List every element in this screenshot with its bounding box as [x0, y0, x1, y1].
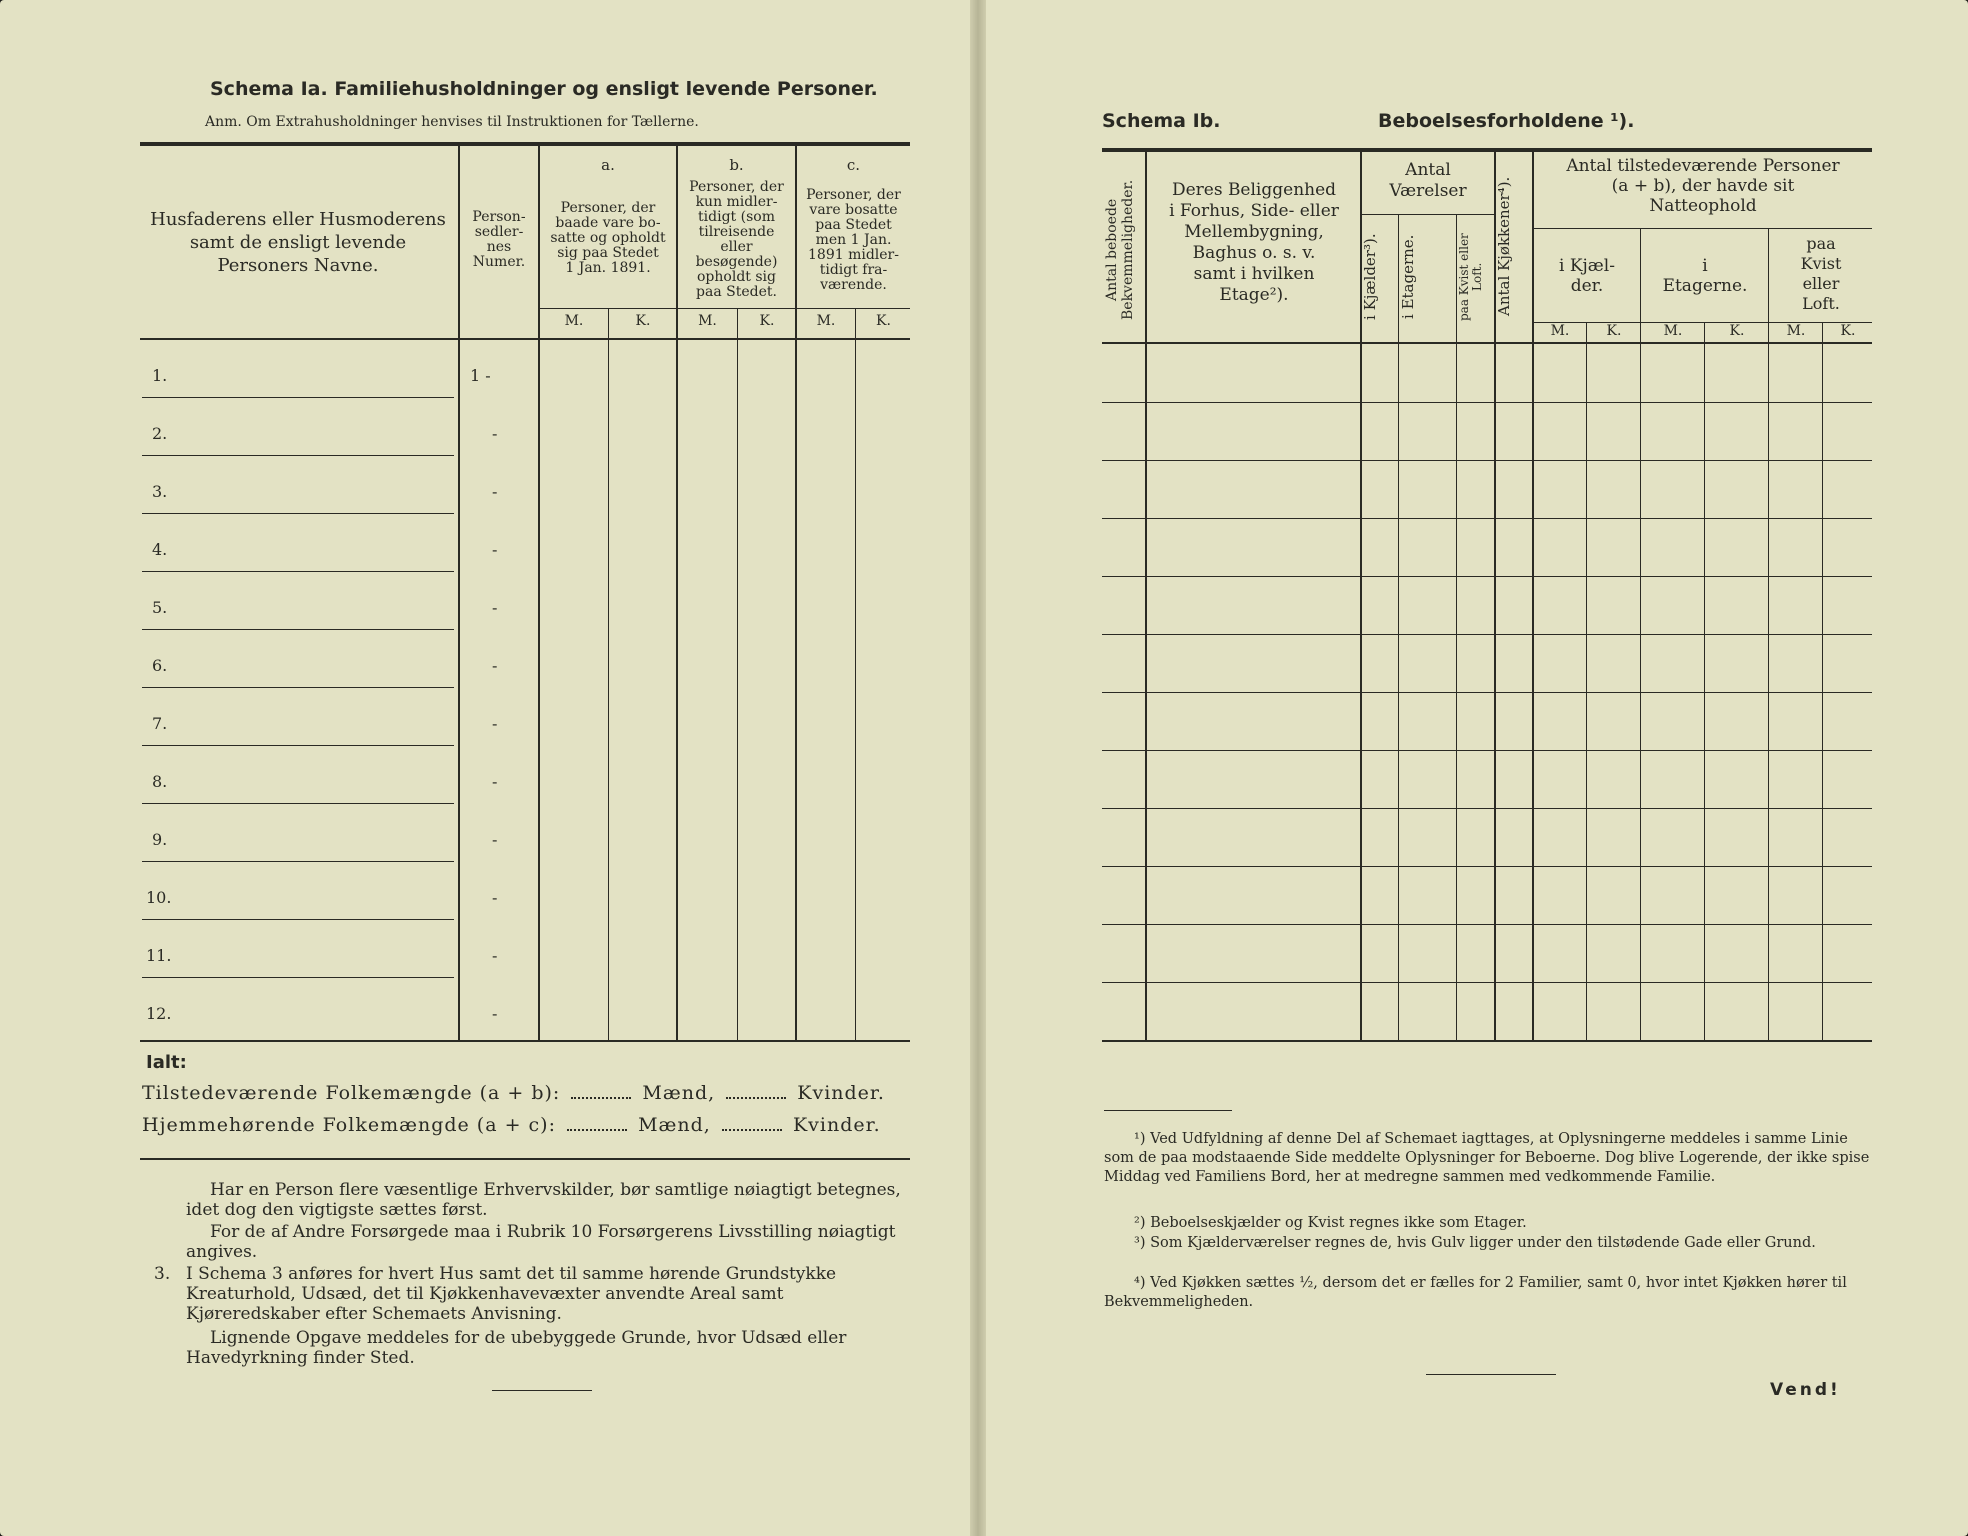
p-kvist-m: M. [1786, 323, 1806, 339]
table-row [1102, 576, 1872, 577]
row-number: 3. [152, 482, 168, 501]
end-rule-right [1426, 1374, 1556, 1375]
row-number: 9. [152, 830, 168, 849]
row-number: 10. [146, 888, 172, 907]
footnote-2: ²) Beboelseskjælder og Kvist regnes ikke som Etager. [1134, 1215, 1527, 1231]
row-number: 1. [152, 366, 168, 385]
table-bottom-rule [140, 1040, 910, 1042]
tilst-kvinder-field[interactable] [726, 1097, 786, 1099]
row-number: 7. [152, 714, 168, 733]
row-mark: - [492, 772, 498, 791]
table-row [1102, 460, 1872, 461]
col-c-letter: c. [846, 156, 861, 174]
col-header-a: Personer, der baade vare bo- satte og opholdt sig paa Stedet 1 Jan. 1891. [550, 200, 666, 276]
row-mark: - [492, 656, 498, 675]
col-b-letter: b. [729, 156, 744, 174]
schema-1a-title: Schema Ia. Familiehusholdninger og ensligt levende Personer. [210, 78, 878, 100]
row-mark: - [492, 888, 498, 907]
row-mark: - [492, 598, 498, 617]
table-row [1102, 924, 1872, 925]
col-header-paa-kvist: paa Kvist eller Loft. [1457, 233, 1484, 321]
row-mark: - [492, 714, 498, 733]
table-row [140, 804, 910, 862]
tilst-maend: Mænd, [642, 1082, 716, 1104]
row-number: 5. [152, 598, 168, 617]
p-kvist-k: K. [1840, 323, 1856, 339]
footnote-1: ¹) Ved Udfyldning af denne Del af Schemaet iagttages, at Oplysningerne meddeles i samme Linie som de paa modstaaende Side meddelte Oplysninger for Beboerne. Dog blive Logerende, der ikke spise Middag ved Familiens Bord, her at medregne sammen med vedkommende Familie. [1104, 1131, 1870, 1185]
table-row [140, 688, 910, 746]
col-b-k: K. [759, 313, 775, 329]
row-mark: - [492, 540, 498, 559]
col-c-k: K. [876, 313, 891, 329]
schema-1a-note: Anm. Om Extrahusholdninger henvises til Instruktionen for Tællerne. [205, 114, 699, 130]
table-row [1102, 750, 1872, 751]
schema-1b-rows [1102, 344, 1872, 1040]
instruction-3-number: 3. [154, 1264, 171, 1284]
book-gutter [970, 0, 986, 1536]
col-c-m: M. [816, 313, 836, 329]
table-row [140, 862, 910, 920]
row-number: 11. [146, 946, 172, 965]
p-kjaelder-m: M. [1550, 323, 1570, 339]
hjem-label: Hjemmehørende Folkemængde (a + c): [142, 1114, 556, 1136]
tilst-kvinder: Kvinder. [797, 1082, 885, 1104]
col-header-b: Personer, der kun midler- tidigt (som tilreisende eller besøgende) opholdt sig paa Stedet. [689, 179, 784, 300]
row-mark: - [492, 1004, 498, 1023]
table-1b-bottom-rule [1102, 1040, 1872, 1042]
tilstedevaerende-row [142, 1082, 912, 1110]
table-row [140, 920, 910, 978]
table-row [140, 456, 910, 514]
hjemmehorende-row [142, 1114, 912, 1142]
table-row [1102, 866, 1872, 867]
table-row [140, 572, 910, 630]
col-header-beliggenhed: Deres Beliggenhed i Forhus, Side- eller Mellembygning, Baghus o. s. v. samt i hvilken Etage²). [1169, 180, 1339, 305]
col-header-i-etagerne: i Etagerne. [1399, 234, 1417, 320]
hjem-maend: Mænd, [638, 1114, 711, 1136]
p-kjaelder-k: K. [1606, 323, 1622, 339]
row-mark: - [492, 482, 498, 501]
row-number: 6. [152, 656, 168, 675]
hjem-kvinder-field[interactable] [722, 1129, 782, 1131]
table-row [140, 978, 910, 1036]
instruction-para-4: Lignende Opgave meddeles for de ubebyggede Grunde, hvor Udsæd eller Havedyrkning finder Sted. [186, 1328, 847, 1368]
table-row [140, 514, 910, 572]
row-mark: - [492, 424, 498, 443]
hjem-kvinder: Kvinder. [792, 1114, 881, 1136]
table-row [1102, 402, 1872, 403]
col-a-k: K. [635, 313, 651, 329]
schema-1b-subtitle: Beboelsesforholdene ¹). [1378, 110, 1635, 132]
table-row [1102, 518, 1872, 519]
row-mark: - [492, 830, 498, 849]
ialt-label: Ialt: [146, 1052, 187, 1073]
schema-1a-rows [140, 340, 910, 1040]
row-number: 4. [152, 540, 168, 559]
footnote-rule [1104, 1110, 1232, 1111]
row-number: 8. [152, 772, 168, 791]
col-header-i-kjaelder: i Kjælder³). [1361, 233, 1379, 321]
instruction-para-3: I Schema 3 anføres for hvert Hus samt det til samme hørende Grundstykke Kreaturhold, Udsæd, det til Kjøkkenhavevæxter anvendte Areal samt Kjøreredskaber efter Schemaets Anvisning. [186, 1264, 837, 1324]
col-header-kjokkener: Antal Kjøkkener⁴). [1495, 176, 1513, 316]
row-number: 12. [146, 1004, 172, 1023]
totals-rule [140, 1158, 910, 1160]
col-header-c: Personer, der vare bosatte paa Stedet men 1 Jan. 1891 midler- tidigt fra- værende. [806, 187, 901, 293]
p-etagerne-k: K. [1729, 323, 1745, 339]
row-mark: - [492, 946, 498, 965]
tilst-maend-field[interactable] [571, 1097, 631, 1099]
row-mark: 1 - [470, 366, 491, 385]
row-number: 2. [152, 424, 168, 443]
table-1b-top-rule [1102, 148, 1872, 152]
instruction-para-1: Har en Person flere væsentlige Erhvervskilder, bør samtlige nøiagtigt betegnes, idet dog den vigtigste sættes først. [186, 1180, 901, 1220]
col-b-m: M. [698, 313, 717, 329]
col-header-antal-bekv: Antal beboede Bekvemmeligheder. [1104, 179, 1136, 321]
table-row [140, 340, 910, 398]
table-row [1102, 692, 1872, 693]
footnote-3: ³) Som Kjælderværelser regnes de, hvis Gulv ligger under den tilstødende Gade eller Grund. [1134, 1235, 1816, 1251]
schema-1b-title: Schema Ib. [1102, 110, 1221, 132]
footnote-4: ⁴) Ved Kjøkken sættes ½, dersom det er fælles for 2 Familier, samt 0, hvor intet Kjøkken hører til Bekvemmeligheden. [1104, 1275, 1847, 1310]
tilst-label: Tilstedeværende Folkemængde (a + b): [142, 1082, 561, 1104]
col-header-vaerelser: Antal Værelser [1389, 160, 1467, 201]
col-header-p-paa-kvist: paa Kvist eller Loft. [1800, 234, 1842, 313]
col-header-num: Person- sedler- nes Numer. [472, 209, 526, 270]
col-header-name: Husfaderens eller Husmoderens samt de ensligt levende Personers Navne. [150, 209, 446, 276]
table-row [1102, 808, 1872, 809]
col-header-p-i-kjaelder: i Kjæl- der. [1559, 256, 1615, 296]
mk-header-rule [538, 308, 910, 309]
col-a-m: M. [564, 313, 584, 329]
end-rule [492, 1390, 592, 1391]
table-row [1102, 634, 1872, 635]
table-row [1102, 982, 1872, 983]
table-row [140, 746, 910, 804]
p-etagerne-m: M. [1663, 323, 1683, 339]
col-header-personer: Antal tilstedeværende Personer (a + b), der havde sit Natteophold [1566, 156, 1840, 216]
col-header-p-i-etagerne: i Etagerne. [1662, 256, 1748, 296]
instruction-para-2: For de af Andre Forsørgede maa i Rubrik 10 Forsørgerens Livsstilling nøiagtigt angives. [186, 1222, 896, 1262]
vend-label: Vend! [1770, 1380, 1841, 1400]
table-row [140, 630, 910, 688]
table-row [140, 398, 910, 456]
col-a-letter: a. [601, 156, 615, 174]
hjem-maend-field[interactable] [567, 1129, 627, 1131]
